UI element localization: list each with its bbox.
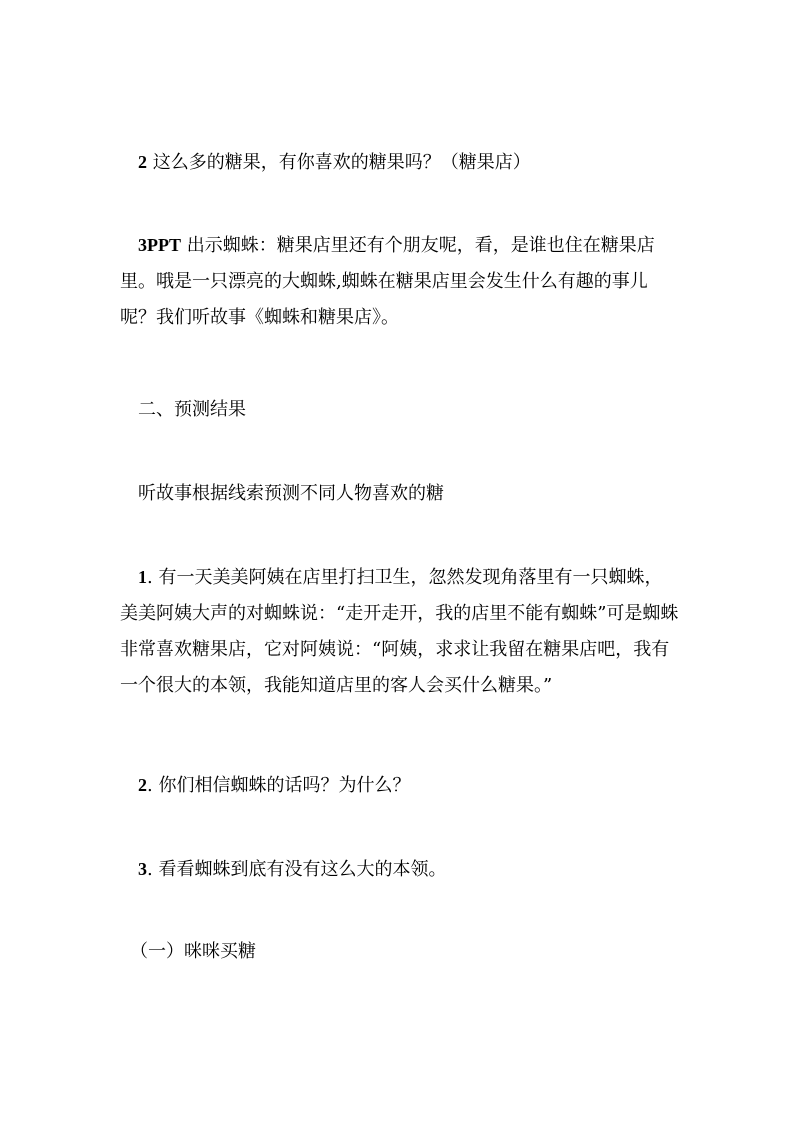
paragraph-1 (120, 144, 680, 181)
paragraph-text: 这么多的糖果，有你喜欢的糖果吗？（糖果店） (152, 152, 531, 173)
paragraph-5 (120, 767, 680, 804)
paragraph-text: . 有一天美美阿姨在店里打扫卫生，忽然发现角落里有一只蜘蛛，美美阿姨大声的对蜘蛛说：“走开走开，我的店里不能有蜘蛛”可是蜘蛛非常喜欢糖果店，它对阿姨说：“阿姨，求求让我留在糖果店吧，我有一个很大的本领，我能知道店里的客人会买什么糖果。” (120, 567, 679, 696)
paragraph-text: . 看看蜘蛛到底有没有这么大的本领。 (147, 859, 447, 880)
paragraph-3 (120, 476, 680, 512)
paragraph-text: . 你们相信蜘蛛的话吗？为什么？ (147, 775, 411, 796)
heading-text: （一）咪咪买糖 (130, 941, 256, 962)
sub-heading (120, 934, 680, 970)
paragraph-number: 2 (138, 152, 147, 172)
paragraph-number: 3 (138, 859, 147, 879)
paragraph-number: 2 (138, 775, 147, 795)
paragraph-4 (120, 559, 680, 704)
paragraph-text: 出示蜘蛛：糖果店里还有个朋友呢，看，是谁也住在糖果店里。哦是一只漂亮的大蜘蛛,蜘蛛在糖果店里会发生什么有趣的事儿呢？我们听故事《蜘蛛和糖果店》。 (120, 235, 655, 328)
paragraph-number: 3PPT (138, 235, 181, 255)
heading-text: 二、预测结果 (138, 399, 246, 420)
paragraph-2 (120, 227, 680, 336)
paragraph-text: 听故事根据线索预测不同人物喜欢的糖 (138, 483, 444, 504)
paragraph-6 (120, 851, 680, 888)
section-heading (120, 392, 680, 428)
paragraph-number: 1 (138, 567, 147, 587)
